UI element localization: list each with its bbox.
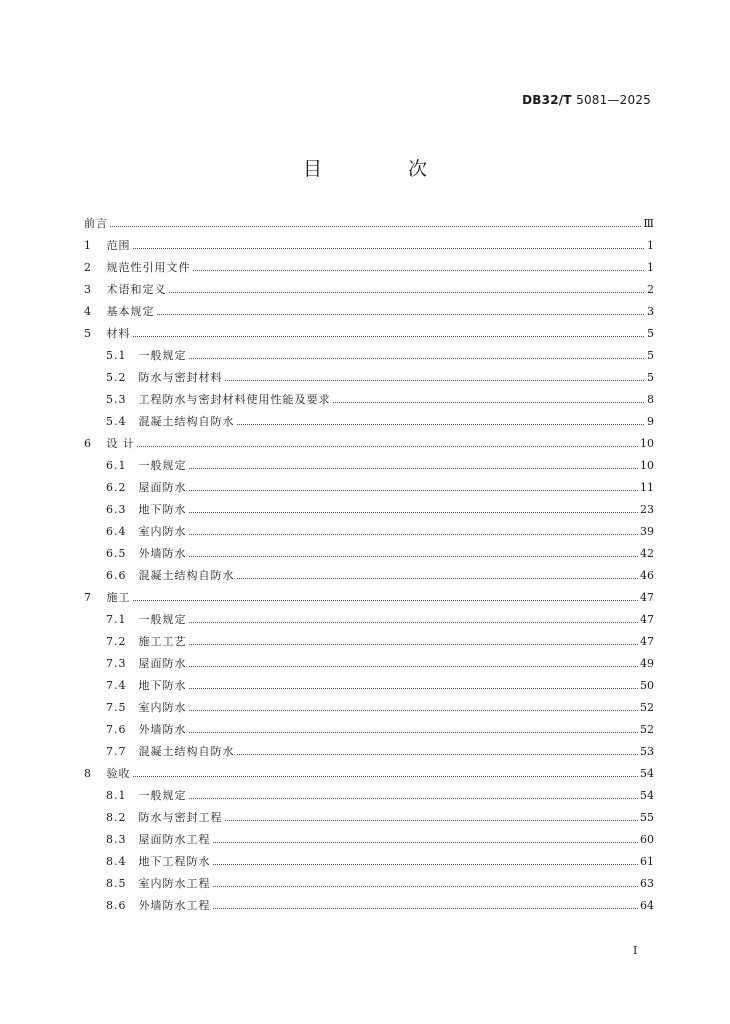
toc-section-number: 4	[84, 305, 92, 318]
toc-entry-title: 一般规定	[138, 349, 187, 362]
toc-leader-dots	[189, 622, 639, 623]
toc-section-number: 6.4	[106, 525, 127, 538]
toc-entry-title: 一般规定	[138, 613, 187, 626]
toc-section-number: 7.5	[106, 701, 127, 714]
toc-page-number: 3	[647, 304, 654, 318]
toc-page-number: 54	[640, 766, 654, 780]
toc-leader-dots	[110, 226, 641, 227]
toc-entry[interactable]	[84, 278, 654, 300]
toc-page-number: 1	[647, 238, 654, 252]
toc-entry-title: 外墙防水工程	[138, 899, 211, 912]
toc-page-number: 52	[640, 722, 654, 736]
toc-entry-title: 室内防水	[138, 525, 187, 538]
toc-page-number: 52	[640, 700, 654, 714]
toc-section-number: 6.5	[106, 547, 127, 560]
toc-entry-label	[84, 325, 131, 341]
toc-page-number: 50	[640, 678, 654, 692]
toc-entry-label	[84, 435, 135, 451]
toc-entry[interactable]	[84, 696, 654, 718]
toc-entry-title: 术语和定义	[106, 283, 167, 296]
toc-entry-label	[106, 809, 223, 825]
toc-leader-dots	[133, 600, 639, 601]
toc-entry-label	[106, 369, 223, 385]
toc-entry-title: 施工工艺	[138, 635, 187, 648]
toc-entry-title: 前言	[84, 217, 108, 230]
toc-entry-title: 屋面防水	[138, 657, 187, 670]
toc-entry-title: 混凝土结构自防水	[138, 569, 235, 582]
toc-page-number: Ⅲ	[643, 216, 654, 230]
toc-entry-label	[106, 787, 187, 803]
toc-leader-dots	[137, 446, 638, 447]
toc-section-number: 7	[84, 591, 92, 604]
toc-page-number: 5	[647, 348, 654, 362]
toc-entry[interactable]	[84, 388, 654, 410]
toc-entry-title: 材料	[106, 327, 131, 340]
toc-section-number: 6	[84, 437, 92, 450]
toc-entry-title: 规范性引用文件	[106, 261, 191, 274]
toc-page-number: 61	[640, 854, 654, 868]
toc-entry[interactable]	[84, 894, 654, 916]
toc-section-number: 5.4	[106, 415, 127, 428]
toc-entry-title: 工程防水与密封材料使用性能及要求	[138, 393, 331, 406]
toc-section-number: 5.3	[106, 393, 127, 406]
toc-page-number: 55	[640, 810, 654, 824]
toc-section-number: 7.4	[106, 679, 127, 692]
toc-page-number: 2	[647, 282, 654, 296]
toc-entry-label	[106, 479, 187, 495]
toc-leader-dots	[213, 864, 639, 865]
toc-entry-title: 范围	[106, 239, 131, 252]
toc-page-number: 64	[640, 898, 654, 912]
toc-entry-label	[106, 743, 235, 759]
toc-entry-title: 防水与密封材料	[138, 371, 223, 384]
toc-entry-label	[106, 633, 187, 649]
toc-entry[interactable]	[84, 476, 654, 498]
toc-leader-dots	[189, 644, 639, 645]
toc-leader-dots	[237, 754, 639, 755]
toc-entry-title: 地下防水	[138, 679, 187, 692]
toc-entry[interactable]	[84, 564, 654, 586]
toc-page-number: 8	[647, 392, 654, 406]
toc-section-number: 2	[84, 261, 92, 274]
toc-entry-label	[106, 457, 187, 473]
toc-entry-title: 混凝土结构自防水	[138, 745, 235, 758]
toc-page-number: 11	[640, 480, 654, 494]
toc-entry[interactable]	[84, 806, 654, 828]
toc-entry-title: 基本规定	[106, 305, 155, 318]
toc-leader-dots	[133, 776, 639, 777]
toc-leader-dots	[189, 688, 639, 689]
toc-section-number: 8.1	[106, 789, 127, 802]
toc-entry-title: 验收	[106, 767, 131, 780]
toc-leader-dots	[189, 710, 639, 711]
toc-entry[interactable]	[84, 630, 654, 652]
toc-entry[interactable]	[84, 256, 654, 278]
toc-section-number: 8	[84, 767, 92, 780]
page-number: I	[633, 944, 638, 957]
toc-entry[interactable]	[84, 212, 654, 234]
toc-page-number: 49	[640, 656, 654, 670]
toc-entry-label	[106, 413, 235, 429]
toc-leader-dots	[213, 886, 639, 887]
toc-page-number: 10	[640, 436, 654, 450]
toc-leader-dots	[189, 468, 639, 469]
toc-section-number: 6.2	[106, 481, 127, 494]
toc-leader-dots	[189, 556, 639, 557]
toc-entry[interactable]	[84, 586, 654, 608]
toc-entry-title: 设 计	[106, 437, 135, 450]
toc-leader-dots	[189, 512, 639, 513]
toc-leader-dots	[213, 908, 639, 909]
toc-leader-dots	[333, 402, 645, 403]
toc-entry-label	[106, 897, 211, 913]
toc-entry-title: 施工	[106, 591, 131, 604]
toc-page-number: 53	[640, 744, 654, 758]
toc-section-number: 5.2	[106, 371, 127, 384]
toc-entry[interactable]	[84, 828, 654, 850]
toc-leader-dots	[189, 358, 645, 359]
toc-section-number: 5	[84, 327, 92, 340]
toc-leader-dots	[189, 732, 639, 733]
toc-page-number: 5	[647, 370, 654, 384]
toc-section-number: 3	[84, 283, 92, 296]
toc-page-number: 39	[640, 524, 654, 538]
toc-page-number: 60	[640, 832, 654, 846]
toc-leader-dots	[189, 534, 639, 535]
toc-section-number: 8.4	[106, 855, 127, 868]
toc-entry[interactable]	[84, 850, 654, 872]
toc-leader-dots	[213, 842, 639, 843]
toc-entry[interactable]	[84, 762, 654, 784]
toc-entry-label	[106, 545, 187, 561]
toc-entry-title: 一般规定	[138, 789, 187, 802]
toc-entry[interactable]	[84, 322, 654, 344]
toc-entry-title: 外墙防水	[138, 547, 187, 560]
toc-page-number: 63	[640, 876, 654, 890]
toc-entry-label	[106, 853, 211, 869]
toc-entry[interactable]	[84, 784, 654, 806]
toc-leader-dots	[225, 380, 645, 381]
toc-entry-title: 外墙防水	[138, 723, 187, 736]
toc-entry-label	[106, 699, 187, 715]
toc-entry[interactable]	[84, 608, 654, 630]
toc-page-number: 54	[640, 788, 654, 802]
toc-entry-label	[106, 611, 187, 627]
toc-entry-title: 地下防水	[138, 503, 187, 516]
toc-page-number: 10	[640, 458, 654, 472]
toc-entry-title: 地下工程防水	[138, 855, 211, 868]
toc-entry-title: 一般规定	[138, 459, 187, 472]
toc-entry-label	[84, 281, 167, 297]
toc-section-number: 7.7	[106, 745, 127, 758]
toc-page-number: 47	[640, 634, 654, 648]
toc-entry[interactable]	[84, 872, 654, 894]
toc-page-number: 23	[640, 502, 654, 516]
toc-entry-title: 屋面防水工程	[138, 833, 211, 846]
table-of-contents	[84, 212, 654, 916]
toc-entry[interactable]	[84, 542, 654, 564]
toc-page-number: 47	[640, 590, 654, 604]
toc-page-number: 9	[647, 414, 654, 428]
toc-entry-label	[84, 765, 131, 781]
page-title: 目 次	[302, 158, 468, 180]
toc-section-number: 5.1	[106, 349, 127, 362]
toc-entry[interactable]	[84, 234, 654, 256]
document-code	[522, 93, 651, 107]
toc-entry[interactable]	[84, 498, 654, 520]
toc-entry[interactable]	[84, 366, 654, 388]
toc-section-number: 6.6	[106, 569, 127, 582]
toc-leader-dots	[189, 490, 639, 491]
toc-leader-dots	[157, 314, 645, 315]
toc-entry-title: 屋面防水	[138, 481, 187, 494]
toc-page-number: 46	[640, 568, 654, 582]
toc-entry-label	[106, 677, 187, 693]
toc-leader-dots	[133, 248, 645, 249]
toc-page-number: 42	[640, 546, 654, 560]
toc-leader-dots	[189, 666, 639, 667]
document-code-prefix: DB32/T	[522, 93, 572, 107]
toc-entry-label	[106, 523, 187, 539]
toc-entry[interactable]	[84, 652, 654, 674]
toc-entry[interactable]	[84, 344, 654, 366]
toc-section-number: 8.6	[106, 899, 127, 912]
toc-entry-label	[106, 391, 331, 407]
toc-leader-dots	[133, 336, 645, 337]
toc-entry-label	[106, 655, 187, 671]
toc-section-number: 8.3	[106, 833, 127, 846]
toc-entry-title: 室内防水	[138, 701, 187, 714]
toc-entry-title: 混凝土结构自防水	[138, 415, 235, 428]
toc-entry[interactable]	[84, 410, 654, 432]
toc-entry-title: 室内防水工程	[138, 877, 211, 890]
toc-entry-label	[106, 567, 235, 583]
toc-section-number: 7.6	[106, 723, 127, 736]
toc-entry[interactable]	[84, 674, 654, 696]
toc-entry-label	[106, 347, 187, 363]
toc-entry-label	[106, 875, 211, 891]
toc-section-number: 7.2	[106, 635, 127, 648]
toc-leader-dots	[189, 798, 639, 799]
toc-entry-label	[106, 721, 187, 737]
toc-leader-dots	[193, 270, 645, 271]
toc-entry-label	[84, 589, 131, 605]
toc-entry[interactable]	[84, 454, 654, 476]
toc-entry-label	[106, 501, 187, 517]
toc-section-number: 1	[84, 239, 92, 252]
toc-page-number: 47	[640, 612, 654, 626]
toc-page-number: 1	[647, 260, 654, 274]
toc-entry[interactable]	[84, 300, 654, 322]
toc-section-number: 7.3	[106, 657, 127, 670]
document-code-number: 5081—2025	[576, 93, 651, 107]
toc-page-number: 5	[647, 326, 654, 340]
toc-section-number: 7.1	[106, 613, 127, 626]
toc-section-number: 8.2	[106, 811, 127, 824]
toc-entry-label	[84, 303, 155, 319]
toc-section-number: 6.1	[106, 459, 127, 472]
toc-entry[interactable]	[84, 432, 654, 454]
toc-leader-dots	[237, 424, 645, 425]
toc-leader-dots	[225, 820, 639, 821]
toc-entry[interactable]	[84, 718, 654, 740]
toc-entry[interactable]	[84, 520, 654, 542]
toc-leader-dots	[237, 578, 639, 579]
toc-entry-label	[84, 237, 131, 253]
toc-section-number: 6.3	[106, 503, 127, 516]
toc-entry-title: 防水与密封工程	[138, 811, 223, 824]
toc-entry-label	[84, 215, 108, 231]
toc-leader-dots	[169, 292, 645, 293]
toc-entry-label	[106, 831, 211, 847]
toc-section-number: 8.5	[106, 877, 127, 890]
toc-entry-label	[84, 259, 191, 275]
toc-entry[interactable]	[84, 740, 654, 762]
